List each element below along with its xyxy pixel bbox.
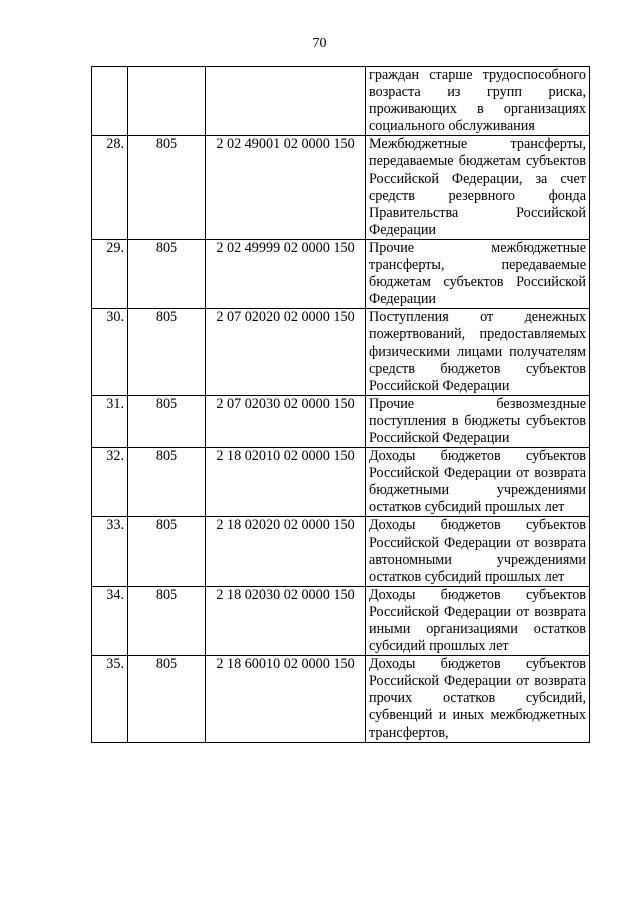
- row-number-cell: 29.: [92, 239, 128, 308]
- row-number-cell: 28.: [92, 136, 128, 240]
- row-number-cell: 35.: [92, 656, 128, 742]
- row-number-cell: 34.: [92, 586, 128, 655]
- row-number-cell: [92, 67, 128, 136]
- description-cell: Прочие безвозмездные поступления в бюджеты субъектов Российской Федерации: [366, 395, 590, 447]
- description-cell: Доходы бюджетов субъектов Российской Федерации от возврата бюджетными учреждениями остатков субсидий прошлых лет: [366, 448, 590, 517]
- table-row: [92, 67, 590, 136]
- income-code-cell: 2 18 02020 02 0000 150: [206, 517, 366, 586]
- page-number: 70: [312, 36, 327, 51]
- admin-code-cell: 805: [128, 448, 206, 517]
- admin-code-cell: 805: [128, 239, 206, 308]
- income-code-cell: 2 07 02030 02 0000 150: [206, 395, 366, 447]
- row-number-cell: 32.: [92, 448, 128, 517]
- budget-income-table: [91, 66, 590, 743]
- table-row: [92, 517, 590, 586]
- table-row: [92, 309, 590, 395]
- admin-code-cell: 805: [128, 136, 206, 240]
- description-cell: Межбюджетные трансферты, передаваемые бюджетам субъектов Российской Федерации, за счет средств резервного фонда Правительства Российской Федерации: [366, 136, 590, 240]
- income-code-cell: [206, 67, 366, 136]
- table-row: [92, 448, 590, 517]
- description-cell: Поступления от денежных пожертвований, предоставляемых физическими лицами получателям средств бюджетов субъектов Российской Федерации: [366, 309, 590, 395]
- description-cell: граждан старше трудоспособного возраста из групп риска, проживающих в организациях социального обслуживания: [366, 67, 590, 136]
- admin-code-cell: 805: [128, 395, 206, 447]
- admin-code-cell: 805: [128, 656, 206, 742]
- row-number-cell: 33.: [92, 517, 128, 586]
- income-code-cell: 2 18 02010 02 0000 150: [206, 448, 366, 517]
- description-cell: Доходы бюджетов субъектов Российской Федерации от возврата прочих остатков субсидий, субвенций и иных межбюджетных трансфертов,: [366, 656, 590, 742]
- income-code-cell: 2 18 02030 02 0000 150: [206, 586, 366, 655]
- admin-code-cell: [128, 67, 206, 136]
- row-number-cell: 31.: [92, 395, 128, 447]
- description-cell: Прочие межбюджетные трансферты, передаваемые бюджетам субъектов Российской Федерации: [366, 239, 590, 308]
- table-row: [92, 239, 590, 308]
- table-row: [92, 656, 590, 742]
- row-number-cell: 30.: [92, 309, 128, 395]
- table-row: [92, 395, 590, 447]
- income-code-cell: 2 02 49999 02 0000 150: [206, 239, 366, 308]
- admin-code-cell: 805: [128, 517, 206, 586]
- income-code-cell: 2 18 60010 02 0000 150: [206, 656, 366, 742]
- description-cell: Доходы бюджетов субъектов Российской Федерации от возврата автономными учреждениями остатков субсидий прошлых лет: [366, 517, 590, 586]
- income-code-cell: 2 02 49001 02 0000 150: [206, 136, 366, 240]
- admin-code-cell: 805: [128, 586, 206, 655]
- table-row: [92, 136, 590, 240]
- income-code-cell: 2 07 02020 02 0000 150: [206, 309, 366, 395]
- table-row: [92, 586, 590, 655]
- admin-code-cell: 805: [128, 309, 206, 395]
- description-cell: Доходы бюджетов субъектов Российской Федерации от возврата иными организациями остатков субсидий прошлых лет: [366, 586, 590, 655]
